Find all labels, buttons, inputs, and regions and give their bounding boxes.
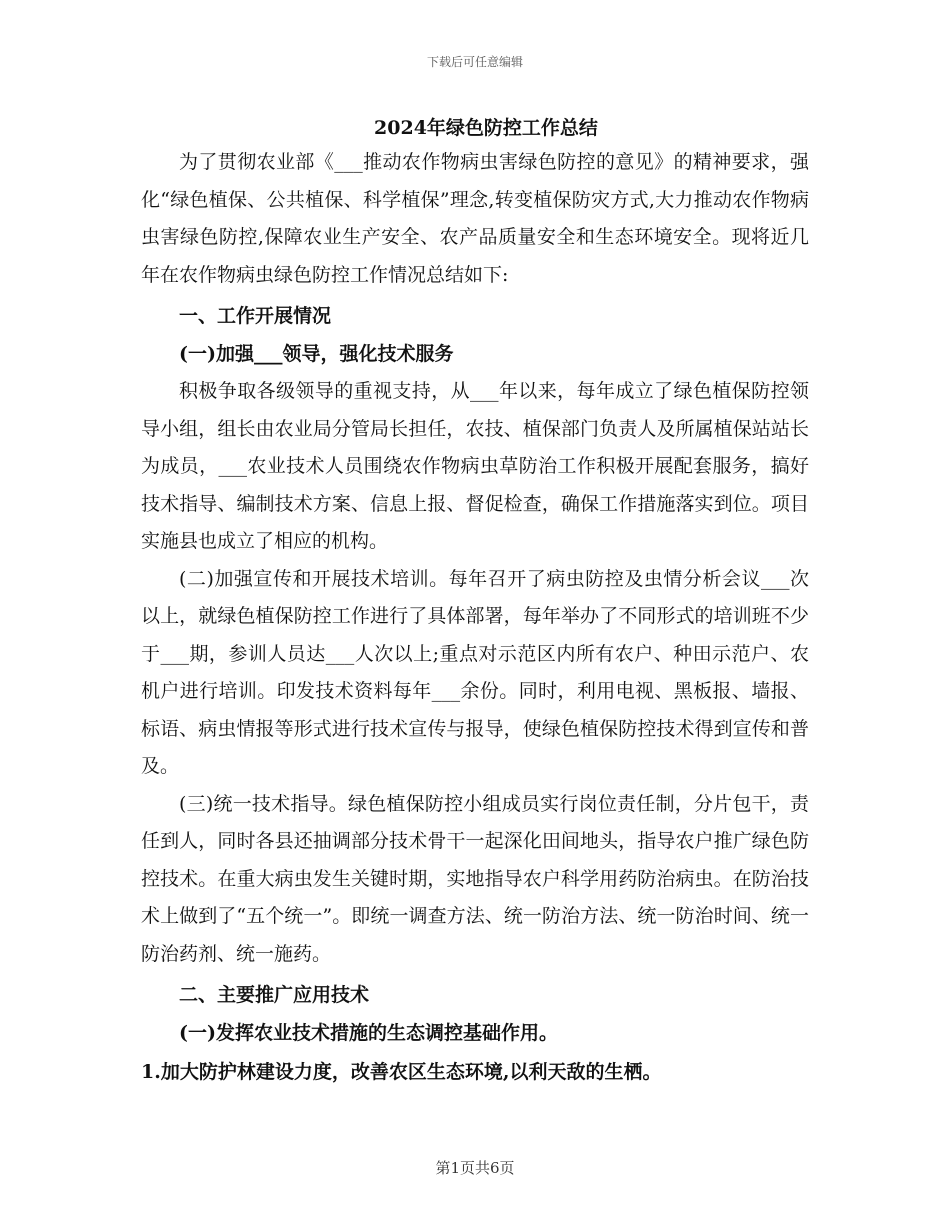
section1-sub1-heading: (一)加强___领导，强化技术服务 [179,342,454,365]
document-body [141,112,809,1092]
intro-paragraph: 为了贯彻农业部《___推动农作物病虫害绿色防控的意见》的精神要求，强化“绿色植保、公共植保、科学植保”理念,转变植保防灾方式,大力推动农作物病虫害绿色防控,保障农业生产安全、农产品质量安全和生态环境安全。现将近几年在农作物病虫绿色防控工作情况总结如下: [141,151,809,286]
page-footer: 第1页共6页 [435,1159,515,1177]
document-title: 2024年绿色防控工作总结 [374,117,598,139]
section1-heading: 一、工作开展情况 [179,305,332,327]
section1-sub3-paragraph: (三)统一技术指导。绿色植保防控小组成员实行岗位责任制，分片包干，责任到人，同时各县还抽调部分技术骨干一起深化田间地头，指导农户推广绿色防控技术。在重大病虫发生关键时期，实地指导农户科学用药防治病虫。在防治技术上做到了“五个统一”。即统一调查方法、统一防治方法、统一防治时间、统一防治药剂、统一施药。 [141,792,809,965]
section1-sub1-paragraph: 积极争取各级领导的重视支持，从___年以来，每年成立了绿色植保防控领导小组，组长由农业局分管局长担任，农技、植保部门负责人及所属植保站站长为成员，___农业技术人员围绕农作物病虫草防治工作积极开展配套服务，搞好技术指导、编制技术方案、信息上报、督促检查，确保工作措施落实到位。项目实施县也成立了相应的机构。 [141,380,809,552]
section2-heading: 二、主要推广应用技术 [179,984,370,1006]
section2-item1-heading: 1.加大防护林建设力度，改善农区生态环境,以利天敌的生栖。 [141,1061,662,1083]
section2-sub1-heading: (一)发挥农业技术措施的生态调控基础作用。 [179,1021,558,1044]
section1-sub2-paragraph: (二)加强宣传和开展技术培训。每年召开了病虫防控及虫情分析会议___次以上，就绿色植保防控工作进行了具体部署，每年举办了不同形式的培训班不少于___期，参训人员达___人次以上;重点对示范区内所有农户、种田示范户、农机户进行培训。印发技术资料每年___余份。同时，利用电视、黑板报、墙报、标语、病虫情报等形式进行技术宣传与报导，使绿色植保防控技术得到宣传和普及。 [141,567,809,777]
page-header: 下载后可任意编辑 [426,55,523,69]
